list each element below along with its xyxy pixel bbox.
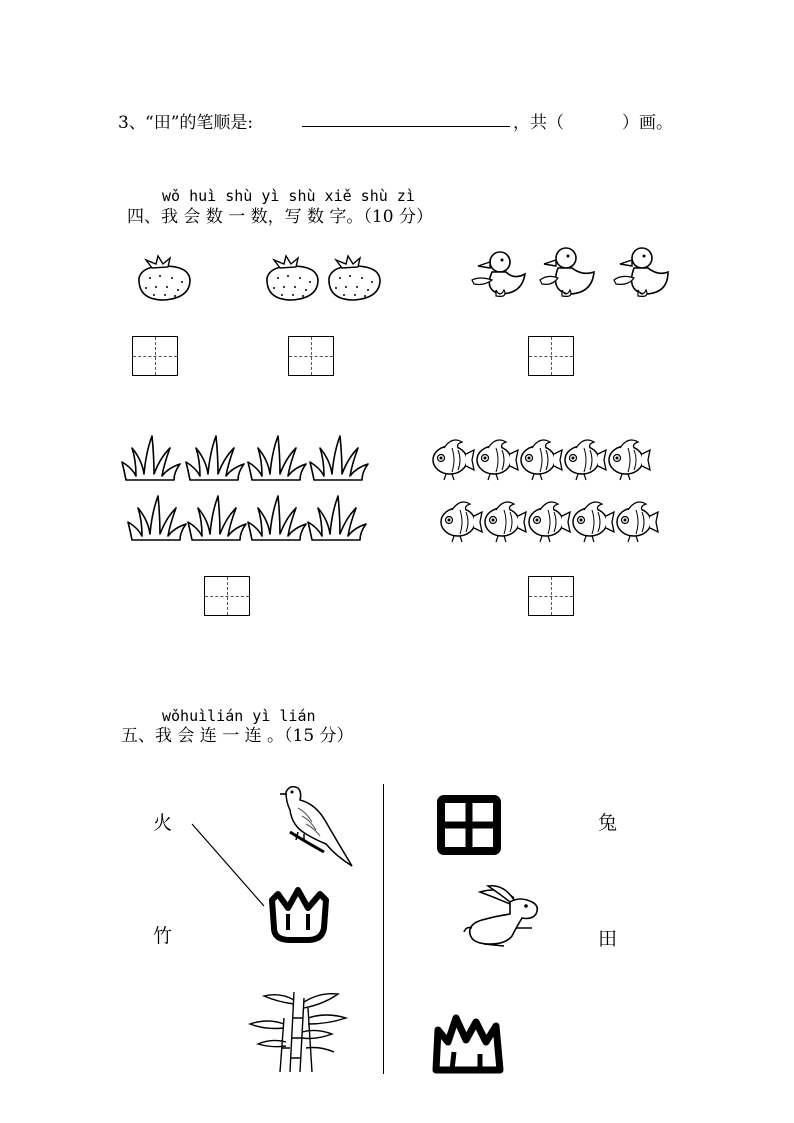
q3-text-b: ，共（ <box>513 113 564 133</box>
q3-text-c: ）画。 <box>622 113 673 133</box>
q3-number: 3、 <box>118 113 146 133</box>
section5-pinyin: wǒhuìlián yì lián <box>162 707 316 725</box>
char-bamboo[interactable]: 竹 <box>153 925 173 947</box>
rabbit-icon[interactable] <box>460 884 542 950</box>
fire-glyph-icon[interactable] <box>268 886 330 944</box>
char-field[interactable]: 田 <box>598 928 618 950</box>
bamboo-icon[interactable] <box>250 988 350 1072</box>
mountain-glyph-icon[interactable] <box>430 1012 506 1074</box>
char-fire[interactable]: 火 <box>153 812 173 834</box>
section4-pinyin: wǒ huì shù yì shù xiě shù zì <box>162 187 415 205</box>
section5-title: 五、我 会 连 一 连 。（15 分） <box>121 726 354 746</box>
char-rabbit[interactable]: 兔 <box>598 812 618 834</box>
field-glyph-icon[interactable] <box>436 794 502 856</box>
q3-text-a: “田”的笔顺是: <box>145 113 254 133</box>
section4-title: 四、我 会 数 一 数，写 数 字。（10 分） <box>127 207 433 227</box>
dove-icon[interactable] <box>276 782 356 868</box>
